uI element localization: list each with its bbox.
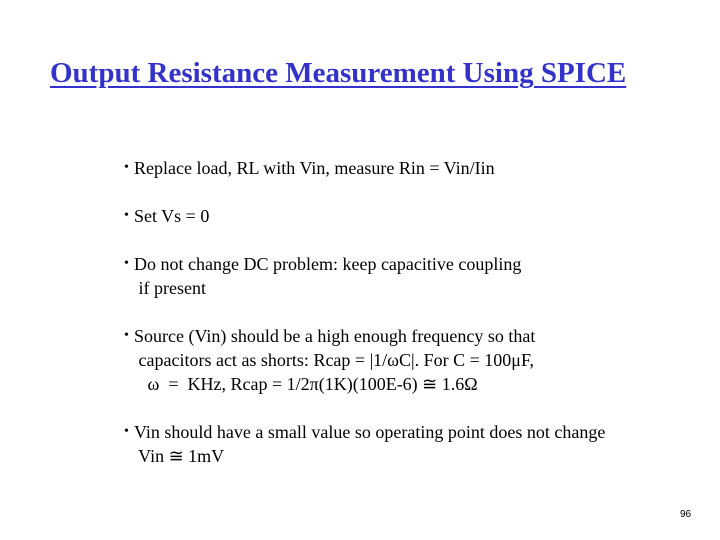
bullet-set-vs	[124, 204, 704, 228]
bullet-text: • Set Vs = 0	[134, 206, 210, 226]
bullet-text-continuation: capacitors act as shorts: Rcap = |1/ωC|. For C = 100μF,	[134, 350, 535, 370]
bullet-replace-load	[124, 156, 704, 180]
bullet-small-value	[124, 420, 704, 468]
bullet-text: • Vin should have a small value so operating point does not change	[134, 422, 606, 442]
bullet-text-continuation: if present	[134, 278, 206, 298]
bullet-text-equation: ω = KHz, Rcap = 1/2π(1K)(100E-6) ≅ 1.6Ω	[134, 374, 478, 394]
bullet-text: • Source (Vin) should be a high enough frequency so that	[134, 326, 536, 346]
bullet-text: • Do not change DC problem: keep capacitive coupling	[134, 254, 522, 274]
bullet-source-frequency	[124, 324, 704, 396]
bullet-text: • Replace load, RL with Vin, measure Rin = Vin/Iin	[134, 158, 495, 178]
bullet-text-continuation: Vin ≅ 1mV	[134, 446, 225, 466]
slide-title: Output Resistance Measurement Using SPICE	[50, 57, 627, 89]
page-number: 96	[680, 509, 692, 520]
bullet-list	[124, 156, 704, 492]
bullet-dc-problem	[124, 252, 704, 300]
